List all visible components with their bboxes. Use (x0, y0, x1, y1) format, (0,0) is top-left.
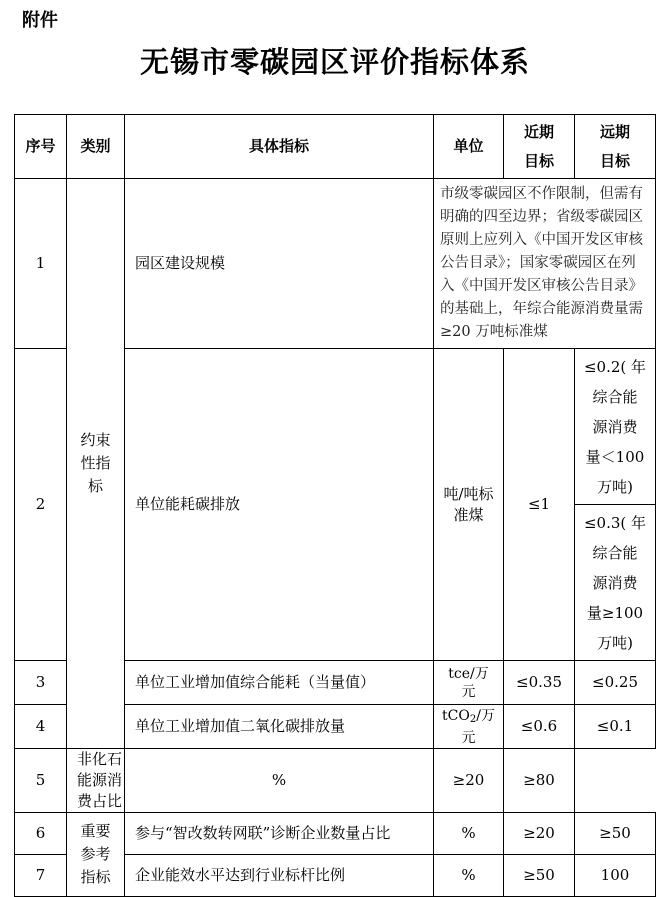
indicator-table (14, 114, 656, 897)
category-reference (67, 813, 125, 897)
category-binding (67, 179, 125, 749)
row2-long-target-a (575, 349, 656, 505)
row7-indicator: 企业能效水平达到行业标杆比例 (125, 855, 434, 897)
col-header-near-line2: 目标 (523, 151, 554, 170)
row7-near-target: ≥50 (504, 855, 575, 897)
category-reference-line1: 重要 (80, 822, 111, 840)
table-header-row (15, 115, 656, 179)
row3-unit-line1: tce/万 (448, 665, 489, 682)
row6-indicator: 参与“智改数转网联”诊断企业数量占比 (125, 813, 434, 855)
row2-long-a-line3: 源消费 (592, 417, 638, 436)
row7-unit: % (434, 855, 504, 897)
row2-long-a-line1: ≤0.2( 年 (583, 357, 647, 376)
row4-near-target: ≤0.6 (504, 705, 575, 749)
table-row (15, 179, 656, 349)
row2-long-b-line4: 量≥100 (586, 603, 644, 622)
category-binding-line1: 约束 (80, 431, 111, 449)
row2-long-b-line2: 综合能 (592, 543, 638, 562)
row1-description: 市级零碳园区不作限制，但需有明确的四至边界；省级零碳园区原则上应列入《中国开发区审核公告目录》；国家零碳园区在列入《中国开发区审核公告目录》的基础上，年综合能源消费量需≥20 万吨标准煤 (434, 179, 656, 349)
row5-no: 5 (15, 749, 67, 813)
category-reference-line3: 指标 (80, 868, 111, 886)
row4-unit (434, 705, 504, 749)
row4-unit-subscript: 2 (469, 713, 477, 725)
row6-unit: % (434, 813, 504, 855)
col-header-category: 类别 (67, 115, 125, 179)
row2-unit: 吨/吨标准煤 (434, 349, 504, 661)
row2-indicator: 单位能耗碳排放 (125, 349, 434, 661)
row1-no: 1 (15, 179, 67, 349)
row6-no: 6 (15, 813, 67, 855)
row5-unit: % (125, 749, 434, 813)
table-row (15, 813, 656, 855)
row2-long-b-line1: ≤0.3( 年 (583, 513, 647, 532)
col-header-no: 序号 (15, 115, 67, 179)
col-header-long-line1: 远期 (599, 122, 630, 141)
row4-unit-per: /万 (476, 707, 495, 724)
col-header-near-target (504, 115, 575, 179)
row4-no: 4 (15, 705, 67, 749)
row4-long-target: ≤0.1 (575, 705, 656, 749)
table-row (15, 749, 656, 813)
row3-unit-line2: 元 (461, 683, 476, 700)
attachment-label: 附件 (22, 10, 58, 31)
row3-no: 3 (15, 661, 67, 705)
row4-unit-base: tCO (442, 707, 470, 724)
row1-indicator: 园区建设规模 (125, 179, 434, 349)
row2-long-target-b (575, 505, 656, 661)
row4-indicator: 单位工业增加值二氧化碳排放量 (125, 705, 434, 749)
row2-near-target: ≤1 (504, 349, 575, 661)
row4-unit-line2: 元 (461, 729, 476, 746)
category-binding-line3: 标 (87, 477, 103, 495)
row5-indicator: 非化石能源消费占比 (67, 749, 125, 813)
row7-long-target: 100 (575, 855, 656, 897)
row5-near-target: ≥20 (434, 749, 504, 813)
row2-long-a-line2: 综合能 (592, 387, 638, 406)
category-reference-line2: 参考 (80, 845, 111, 863)
document-title: 无锡市零碳园区评价指标体系 (139, 45, 530, 79)
row7-no: 7 (15, 855, 67, 897)
row2-long-a-line5: 万吨) (597, 477, 633, 496)
row2-long-b-line5: 万吨) (597, 633, 633, 652)
col-header-indicator: 具体指标 (125, 115, 434, 179)
row6-long-target: ≥50 (575, 813, 656, 855)
row2-long-a-line4: 量＜100 (585, 447, 645, 466)
col-header-long-line2: 目标 (599, 151, 630, 170)
col-header-long-target (575, 115, 656, 179)
category-binding-line2: 性指 (80, 454, 111, 472)
row6-near-target: ≥20 (504, 813, 575, 855)
row3-long-target: ≤0.25 (575, 661, 656, 705)
col-header-unit: 单位 (434, 115, 504, 179)
row4-unit-line1 (434, 707, 503, 729)
row2-no: 2 (15, 349, 67, 661)
col-header-near-line1: 近期 (523, 122, 554, 141)
row2-long-b-line3: 源消费 (592, 573, 638, 592)
row5-long-target: ≥80 (504, 749, 575, 813)
row3-near-target: ≤0.35 (504, 661, 575, 705)
row3-indicator: 单位工业增加值综合能耗（当量值） (125, 661, 434, 705)
row3-unit (434, 661, 504, 705)
